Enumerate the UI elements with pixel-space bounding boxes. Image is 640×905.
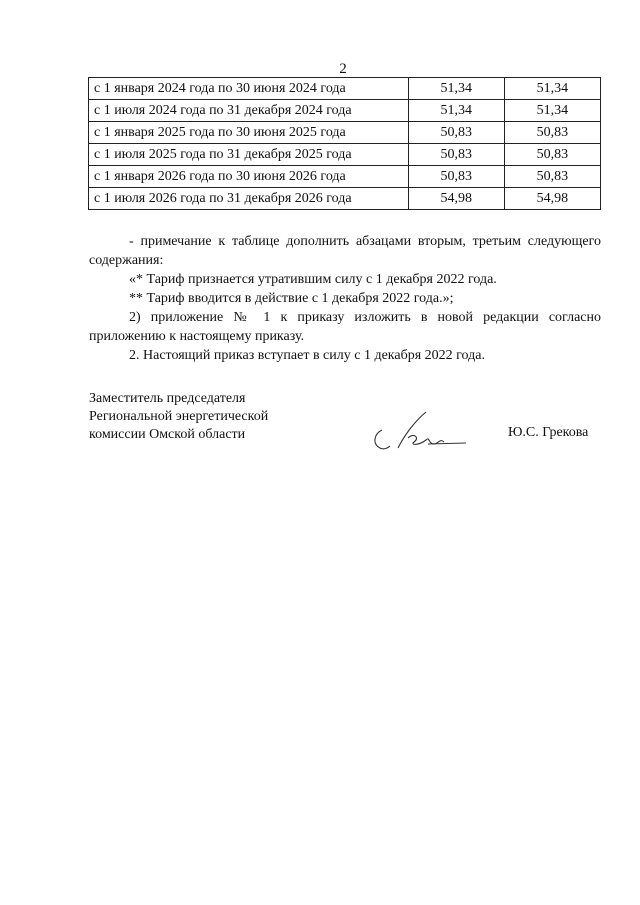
- table-row: [89, 100, 601, 122]
- value-cell: 51,34: [408, 78, 504, 100]
- value-cell: 50,83: [504, 144, 600, 166]
- page-number: 2: [339, 61, 347, 77]
- period-cell: с 1 июля 2025 года по 31 декабря 2025 года: [89, 144, 409, 166]
- period-cell: с 1 января 2026 года по 30 июня 2026 года: [89, 166, 409, 188]
- period-cell: с 1 января 2024 года по 30 июня 2024 года: [89, 78, 409, 100]
- paragraph-note-intro: - примечание к таблице дополнить абзацами вторым, третьим следующего содержания:: [89, 234, 601, 268]
- table-row: [89, 122, 601, 144]
- handwritten-signature: [368, 408, 468, 456]
- value-cell: 50,83: [504, 122, 600, 144]
- period-cell: с 1 июля 2026 года по 31 декабря 2026 года: [89, 188, 409, 210]
- value-cell: 50,83: [504, 166, 600, 188]
- tariff-table: [88, 77, 601, 210]
- table-row: [89, 166, 601, 188]
- signatory-title: [89, 390, 268, 444]
- value-cell: 50,83: [408, 166, 504, 188]
- paragraph-effective-date: 2. Настоящий приказ вступает в силу с 1 декабря 2022 года.: [129, 348, 485, 363]
- period-cell: с 1 января 2025 года по 30 июня 2025 года: [89, 122, 409, 144]
- value-cell: 50,83: [408, 122, 504, 144]
- value-cell: 50,83: [408, 144, 504, 166]
- value-cell: 54,98: [504, 188, 600, 210]
- signatory-title-line: Заместитель председателя: [89, 391, 246, 406]
- value-cell: 51,34: [504, 100, 600, 122]
- signatory-title-line: Региональной энергетической: [89, 409, 269, 424]
- table-row: [89, 78, 601, 100]
- table-row: [89, 188, 601, 210]
- table-row: [89, 144, 601, 166]
- order-text: [89, 232, 601, 365]
- period-cell: с 1 июля 2024 года по 31 декабря 2024 года: [89, 100, 409, 122]
- value-cell: 51,34: [504, 78, 600, 100]
- paragraph-tariff-expired: «* Тариф признается утратившим силу с 1 декабря 2022 года.: [129, 272, 497, 287]
- signer-name: Ю.С. Грекова: [508, 425, 589, 440]
- value-cell: 51,34: [408, 100, 504, 122]
- value-cell: 54,98: [408, 188, 504, 210]
- paragraph-tariff-effective: ** Тариф вводится в действие с 1 декабря 2022 года.»;: [129, 291, 454, 306]
- signatory-title-line: комиссии Омской области: [89, 427, 246, 442]
- paragraph-appendix: 2) приложение № 1 к приказу изложить в новой редакции согласно приложению к настоящему приказу.: [89, 310, 601, 344]
